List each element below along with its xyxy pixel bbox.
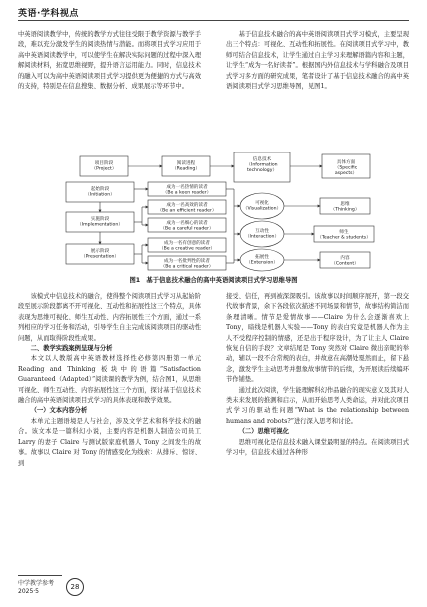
label-efficient-reader: 成为一名高效的读者（Be an efficient reader） <box>157 203 217 214</box>
page-number: 28 <box>66 578 84 596</box>
label-teacher-students: 师生（Teacher & students） <box>317 230 371 241</box>
section-heading-2: 二、教学实践案例呈现与分析 <box>30 345 113 353</box>
top-left-paragraph: 中英语阅读教学中，传统的教学方式往往受限于教学资源与教学手段，难以充分激发学生的阅读热情与潜能。而将项目式学习应用于高中英语阅读教学中，可以使学生在解决实际问题的过程中深入理解阅读材料，拓宽思维视野，提升语言运用能力。同时，信息技术的融入可以为高中英语阅读项目式学习提供更为便捷的方式与高效的支持，特别是在信息搜集、数据分析、成果展示等环节中。 <box>18 31 201 91</box>
label-project-stage: 项目阶段（Project） <box>91 161 117 172</box>
top-right-column <box>226 30 409 92</box>
body-right-column <box>226 292 409 459</box>
label-careful-reader: 成为一名细心的读者（Be a careful reader） <box>160 221 214 232</box>
top-right-paragraph: 基于信息技术融合的高中英语阅读项目式学习模式，主要呈现出三个特点：可视化、互动性和拓展性。在阅读项目式学习中，教师可结合信息技术，让学生通过自主学习来理解语篇内容和主题，让学生“成为一名好读者”。根据国内外信息技术与学科融合及项目式学习多方面的研究成果，笔者设计了基于信息技术融合的高中英语阅读项目式学习思维导图，见图1。 <box>226 31 409 91</box>
label-reading-process: 阅读进程（Reading） <box>172 161 200 172</box>
running-header: 英语·学科视点 <box>18 9 79 19</box>
body-left-p1: 该模式中信息技术的融合，使得整个阅读项目式学习从起始阶段至展示阶段都离不开可视化、互动性和拓展性这三个特点，具体表现为思维可视化、师生互动性、内容拓展性三个方面，通过一系列相应的学习任务和活动，引导学生自主完成该阅读项目的驱动性问题，从而取得阶段性成果。 <box>18 293 201 342</box>
label-it-support: 信息技术（Information technology） <box>246 157 278 173</box>
mind-map-figure <box>22 152 406 272</box>
header-rule <box>18 20 409 21</box>
body-right-p2: 通过此次阅读，学生能理解科幻作品融合的现实意义及其对人类未来发展的推测和启示，从而开始思考人类命运，并对此次项目式学习的驱动性问题“What is the relationship between humans and robots?”进行深入思考和讨论。 <box>226 386 409 425</box>
issue-date: 2025·5 <box>18 588 39 595</box>
label-interaction: 互动性（Interaction） <box>244 229 280 240</box>
label-presentation: 展示阶段（Presentation） <box>80 249 120 260</box>
label-content: 内容（Content） <box>331 256 359 267</box>
body-left-p2: 本文以人教版高中英语教材选择性必修第四册第一单元 Reading and Thinking 板块中的语篇“Satisfaction Guaranteed（Adapted）”阅读课的教学为例，结合图1，从思维可视化、师生互动性、内容拓展性这三个方面，探讨基于信息技术融合的高中英语阅读项目式学习的具体表现和教学效果。 <box>18 355 201 405</box>
label-critical-reader: 成为一名批判性的读者（Be a critical reader） <box>160 259 214 270</box>
label-visualization: 可视化（Visualization） <box>242 201 282 212</box>
label-keen-reader: 成为一名热情的读者（Be a keen reader） <box>162 185 212 196</box>
label-creative-reader: 成为一名有创意的读者（Be a creative reader） <box>159 241 215 252</box>
body-right-p3: 思维可视化是信息技术融入课堂最明显的特点。在阅读项目式学习中，信息技术通过各种形 <box>226 438 409 457</box>
body-left-p3: 本单元主题语境是人与社会，涉及文学艺术和科学技术的融合。该文本是一篇科幻小说，主要内容是机器人制造公司员工 Larry 的妻子 Claire 与测试版家庭机器人 Tony 之间发生的故事。故事以 Claire 对 Tony 的情感变化为线索：从排斥、惊讶、到 <box>18 417 201 467</box>
figure-caption: 图1 基于信息技术融合的高中英语阅读项目式学习思维导图 <box>129 277 298 284</box>
body-right-p1: 接受、信任，再到被深深吸引。该故事以时间顺序展开，第一段交代故事背景，余下各段依次描述不同场景和情节，故事结构简洁而条理清晰。情节是爱情故事——Claire 为什么会逐渐喜欢上 Tony，暗线是机器人实验——Tony 的表白究竟是机器人作为主人不受程序控制的情感，还是出于程序设计，为了让主人 Claire 恢复自信的手段？文章结尾是 Tony 突然对 Claire 微出亲昵的举动，辅以一段不合常规的表白，并故意在高潮处戛然而止，留下悬念，激发学生主动思考并想象故事情节的后续，为开展读后续编环节作铺垫。 <box>226 293 409 384</box>
label-specific-aspects: 具体方面（Specific aspects） <box>334 160 358 176</box>
footer-rule <box>18 575 62 576</box>
label-implementation: 实施阶段（Implementation） <box>77 217 123 228</box>
subsection-heading-1: （一）文本内容分析 <box>30 407 88 415</box>
top-left-column <box>18 30 201 92</box>
body-left-column <box>18 292 201 469</box>
label-initiation: 起始阶段（Initiation） <box>85 187 115 198</box>
label-thinking: 思维（Thinking） <box>330 202 360 213</box>
journal-name: 中学教学参考 <box>18 580 55 587</box>
label-extension: 拓展性（Extension） <box>246 255 278 266</box>
subsection-heading-2: （二）思维可视化 <box>238 428 289 436</box>
